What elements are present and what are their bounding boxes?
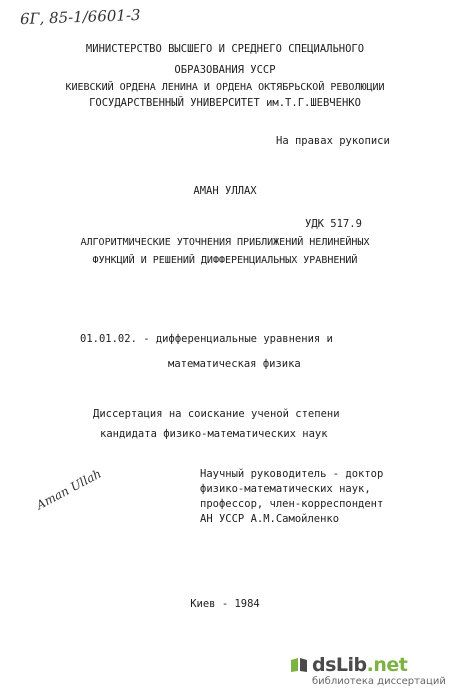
dslib-brand-tld: .net — [366, 654, 408, 676]
ministry-line-1: МИНИСТЕРСТВО ВЫСШЕГО И СРЕДНЕГО СПЕЦИАЛЬНОГО — [85, 43, 365, 55]
thesis-title-line-1: АЛГОРИТМИЧЕСКИЕ УТОЧНЕНИЯ ПРИБЛИЖЕНИЙ НЕЛИНЕЙНЫХ — [80, 237, 370, 248]
supervisor-line-1: Научный руководитель - доктор — [200, 468, 384, 480]
degree-line-2: кандидата физико-математических наук — [100, 428, 328, 440]
dslib-brand-name: dsLib — [312, 654, 367, 676]
handwritten-shelf-mark: 6Г, 85-1/6601-3 — [19, 5, 141, 29]
manuscript-note: На правах рукописи — [276, 135, 390, 147]
udc-code: УДК 517.9 — [305, 218, 362, 230]
specialty-line-1: 01.01.02. - дифференциальные уравнения и — [80, 333, 333, 345]
author-signature: Aman Ullah — [34, 466, 104, 513]
dslib-watermark-logo[interactable] — [286, 654, 444, 688]
book-icon — [290, 657, 308, 673]
dslib-brand — [312, 654, 407, 676]
specialty-line-2: математическая физика — [168, 358, 301, 370]
supervisor-line-4: АН УССР А.М.Самойленко — [200, 513, 340, 525]
university-line-2: ГОСУДАРСТВЕННЫЙ УНИВЕРСИТЕТ им.Т.Г.ШЕВЧЕНКО — [89, 97, 361, 109]
university-line-1: КИЕВСКИЙ ОРДЕНА ЛЕНИНА И ОРДЕНА ОКТЯБРЬСКОЙ РЕВОЛЮЦИИ — [65, 82, 385, 93]
author-name: АМАН УЛЛАХ — [193, 185, 257, 197]
degree-line-1: Диссертация на соискание ученой степени — [93, 408, 340, 420]
supervisor-line-3: профессор, член-корреспондент — [200, 498, 384, 510]
thesis-title-line-2: ФУНКЦИЙ И РЕШЕНИЙ ДИФФЕРЕНЦИАЛЬНЫХ УРАВНЕНИЙ — [92, 255, 358, 266]
ministry-line-2: ОБРАЗОВАНИЯ УССР — [174, 64, 276, 76]
supervisor-line-2: физико-математических наук, — [200, 483, 371, 495]
dslib-tagline: библиотека диссертаций — [312, 676, 446, 687]
place-and-year: Киев - 1984 — [190, 598, 260, 610]
